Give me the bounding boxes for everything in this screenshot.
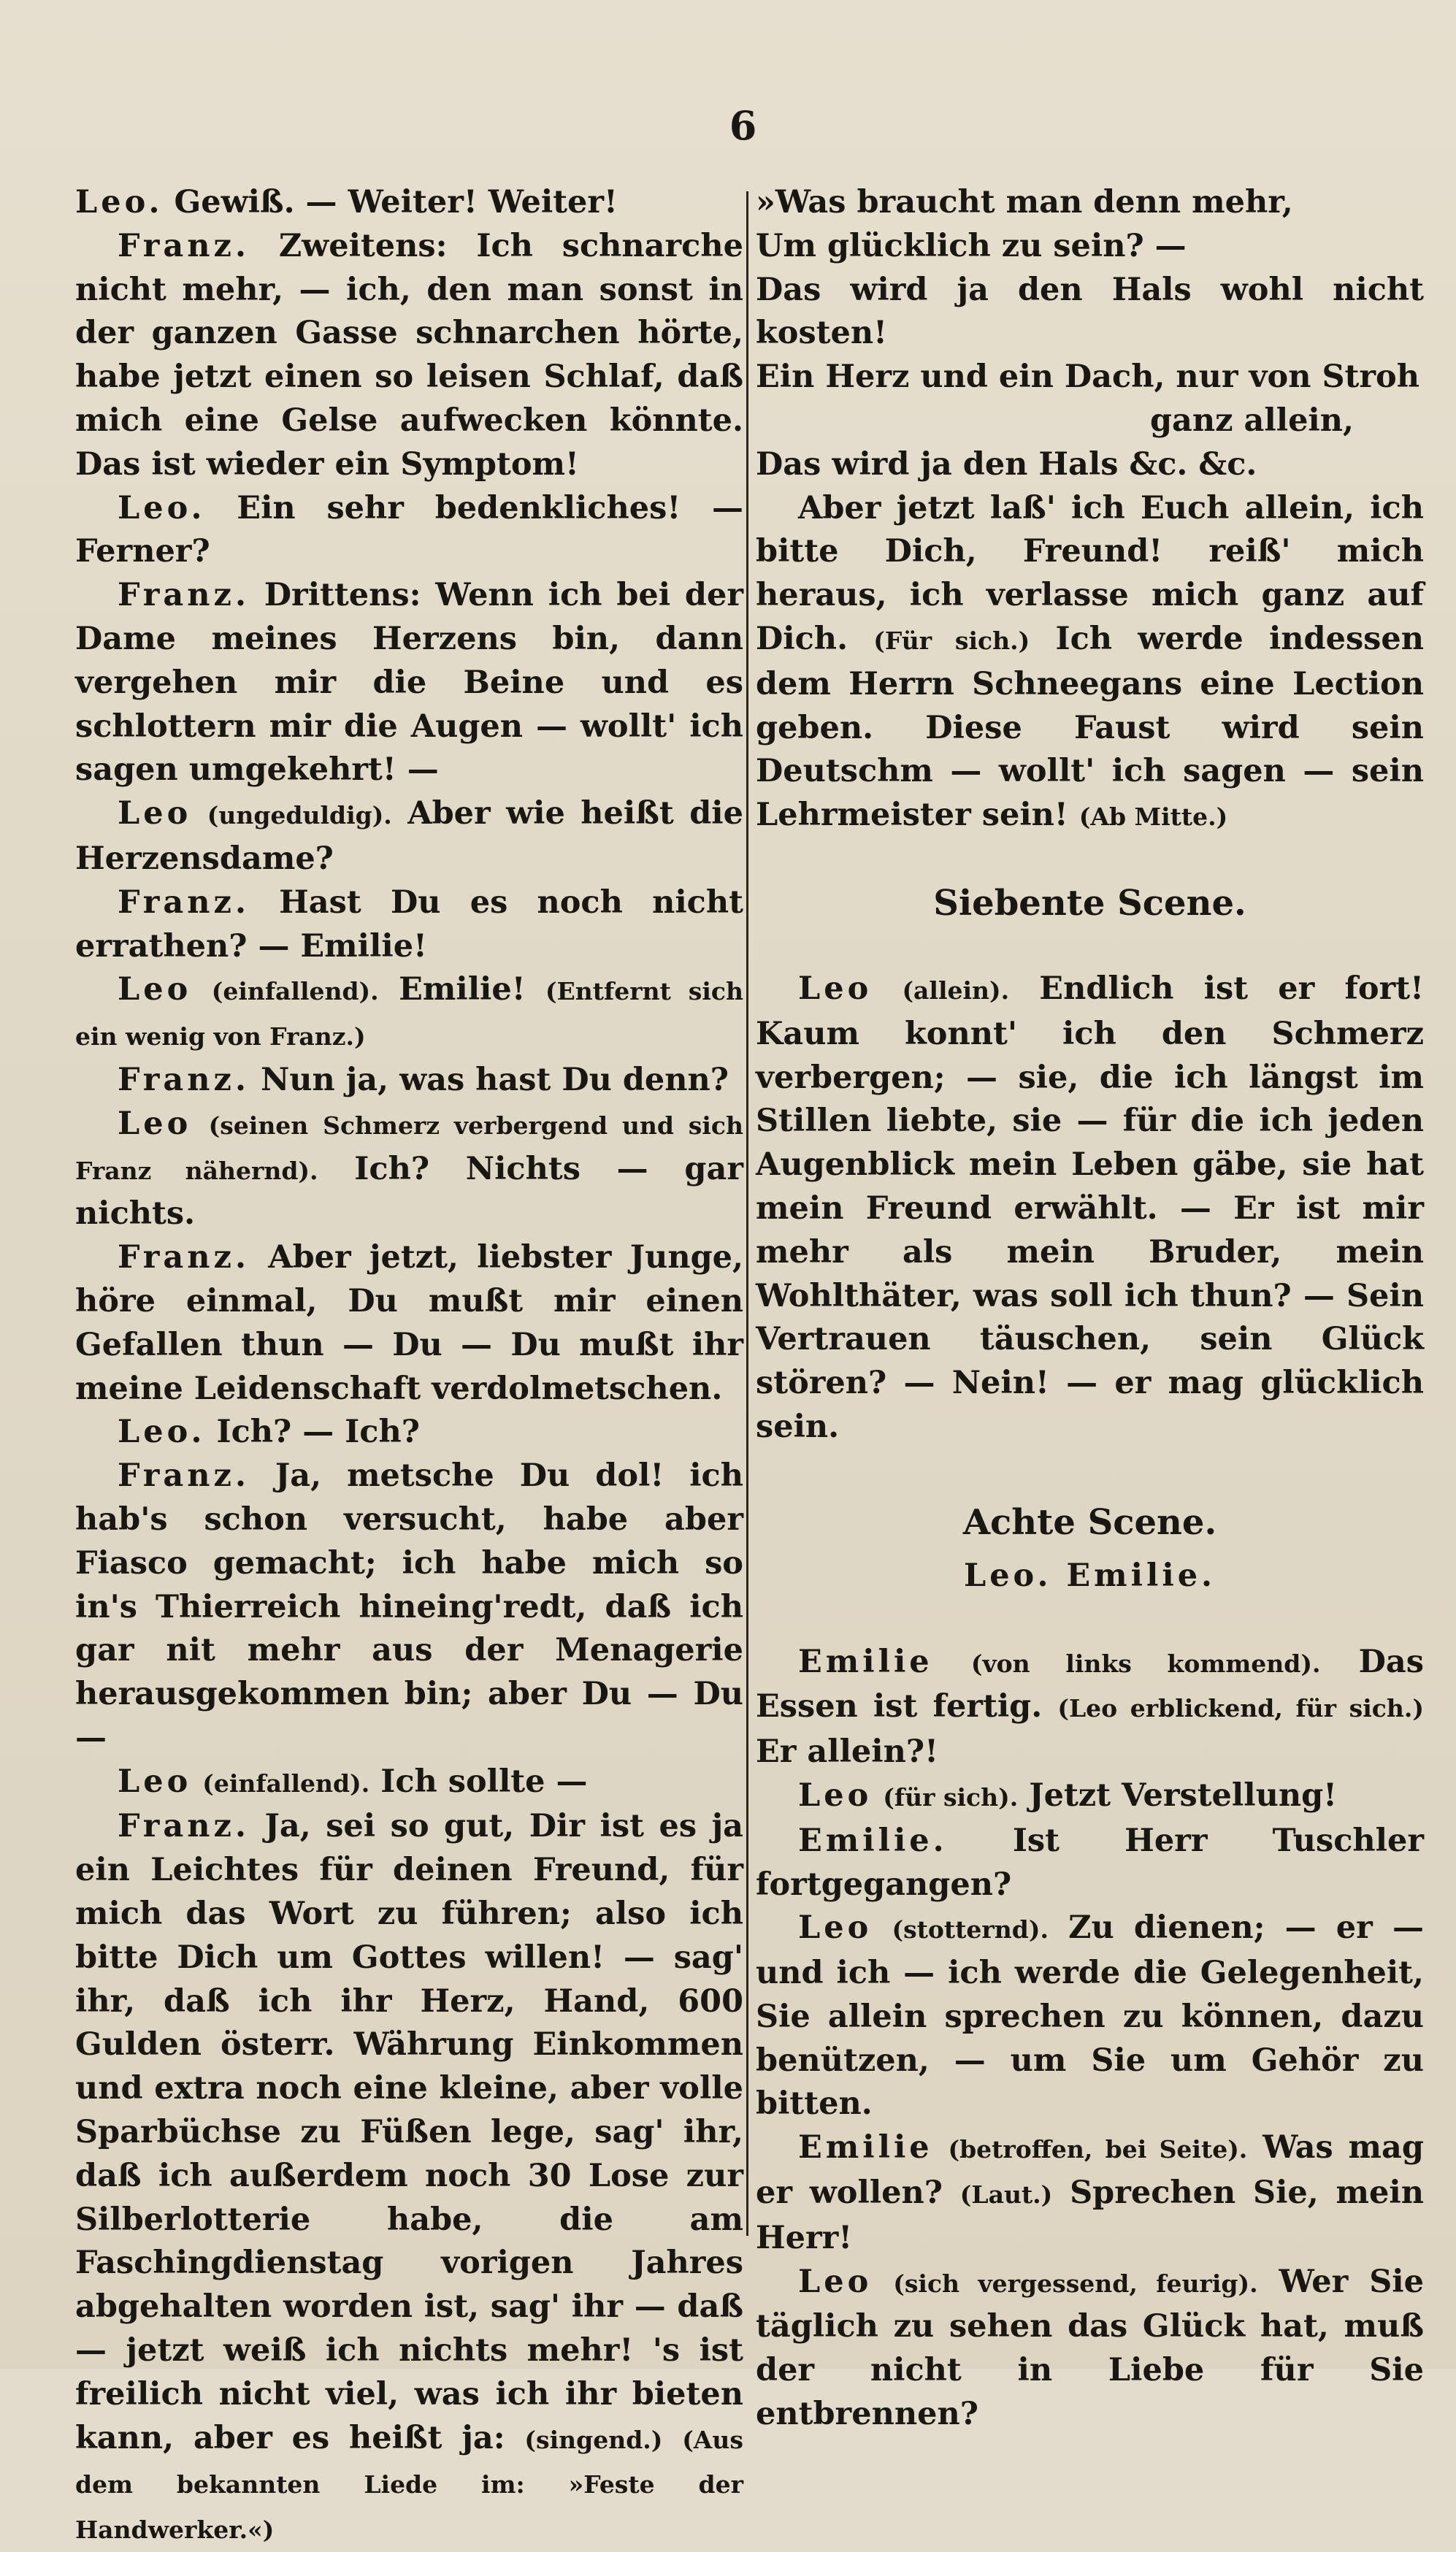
- speaker: Franz.: [118, 227, 250, 264]
- speaker: Franz.: [118, 1061, 250, 1098]
- speech-leo-1: [75, 181, 743, 225]
- stage-direction: (für sich).: [883, 1782, 1019, 1812]
- speech-emilie-2: [756, 1820, 1424, 1907]
- speech-text: Ich sollte —: [380, 1763, 588, 1800]
- speech-leo-9: [756, 1774, 1424, 1820]
- speech-text: Jetzt Verstellung!: [1029, 1777, 1338, 1814]
- speech-emilie-1: [756, 1641, 1424, 1774]
- speech-leo-6: [75, 1411, 743, 1455]
- speech-leo-8: [756, 967, 1424, 1449]
- stage-direction: (Entfernt sich ein wenig von Franz.): [75, 977, 743, 1051]
- speaker: Leo: [118, 1105, 192, 1142]
- song-line: Das wird ja den Hals wohl nicht kosten!: [756, 271, 1424, 352]
- stage-direction: (singend.): [524, 2425, 663, 2454]
- left-column: [75, 181, 743, 2552]
- speech-text: Endlich ist er fort! Kaum konnt' ich den Schmerz verbergen; — sie, die ich längst im Stillen liebte, sie — für die ich jeden Augenblick mein Leben gäbe, sie hat mein Freund erwählt. — Er ist mir mehr als mein Bruder, mein Wohlthäter, was soll ich thun? — Sein Vertrauen täuschen, sein Glück stören? — Nein! — er mag glücklich sein.: [756, 970, 1424, 1445]
- speech-franz-1: [75, 225, 743, 487]
- speaker: Franz.: [118, 577, 250, 614]
- speaker: Leo: [798, 2263, 873, 2300]
- speech-text: Nun ja, was hast Du denn?: [260, 1061, 729, 1098]
- speaker: Franz.: [118, 1808, 250, 1845]
- speaker: Franz.: [118, 1239, 250, 1276]
- stage-direction: (sich vergessend, feurig).: [893, 2269, 1258, 2298]
- speech-text: Das Essen ist fertig.: [756, 1643, 1424, 1725]
- speech-text: Ein sehr bedenkliches! — Ferner?: [75, 489, 743, 570]
- speech-leo-7: [75, 1760, 743, 1806]
- speech-text: Ich werde indessen dem Herrn Schneegans eine Lection geben. Diese Faust wird sein Deutschm — wollt' ich sagen — sein Lehrmeister sein!: [756, 620, 1424, 834]
- stage-direction: (Laut.): [959, 2180, 1053, 2210]
- speaker: Emilie: [798, 1643, 933, 1680]
- speaker: Emilie: [798, 2129, 933, 2166]
- speech-text: Aber wie heißt die Herzensdame?: [75, 795, 743, 877]
- speech-franz-3: [75, 881, 743, 969]
- speaker: Franz.: [118, 1457, 250, 1495]
- song-line: Um glücklich zu sein? —: [756, 227, 1187, 264]
- song-line: ganz allein,: [1149, 402, 1354, 439]
- speaker: Leo: [798, 1909, 873, 1947]
- speaker: Franz.: [118, 884, 250, 921]
- speech-emilie-3: [756, 2126, 1424, 2260]
- right-column: [756, 181, 1424, 2437]
- speech-text: Er allein?!: [756, 1733, 938, 1771]
- speaker: Leo: [118, 971, 192, 1008]
- speech-text: Ich? Nichts — gar nichts.: [75, 1150, 743, 1233]
- speech-leo-2: [75, 487, 743, 575]
- stage-direction: (seinen Schmerz verbergend und sich Franz nähernd).: [75, 1111, 743, 1185]
- speech-text: Drittens: Wenn ich bei der Dame meines Herzens bin, dann vergehen mir die Beine und es schlottern mir die Augen — wollt' ich sagen umgekehrt! —: [75, 577, 743, 789]
- stage-direction: (allein).: [902, 976, 1010, 1005]
- speech-text: Ja, metsche Du dol! ich hab's schon versucht, habe aber Fiasco gemacht; ich habe mich so in's Thierreich hineing'redt, daß ich gar nit mehr aus der Menagerie herausgekommen bin; aber Du — Du —: [75, 1457, 743, 1756]
- speech-text: Wer Sie täglich zu sehen das Glück hat, muß der nicht in Liebe für Sie entbrennen?: [756, 2263, 1424, 2433]
- speech-text: Was mag er wollen?: [756, 2129, 1424, 2212]
- speech-leo-4: [75, 968, 743, 1059]
- speech-franz-6: [75, 1455, 743, 1760]
- speaker: Leo: [798, 970, 873, 1007]
- stage-direction: (Ab Mitte.): [1078, 802, 1228, 832]
- speech-franz-5: [75, 1236, 743, 1411]
- speaker: Leo: [118, 795, 192, 832]
- speech-text: Hast Du es noch nicht errathen? — Emilie!: [75, 884, 743, 965]
- speech-leo-5: [75, 1103, 743, 1236]
- scene-heading-7: Siebente Scene.: [933, 882, 1246, 924]
- song-line: »Was braucht man denn mehr,: [756, 184, 1293, 221]
- scene-cast: Leo. Emilie.: [963, 1557, 1216, 1594]
- speech-text: Ist Herr Tuschler fortgegangen?: [756, 1822, 1424, 1903]
- song-verse: [756, 181, 1424, 487]
- speaker: Leo: [118, 1763, 192, 1800]
- page-number: 6: [729, 102, 757, 149]
- speaker: Leo: [798, 1777, 873, 1814]
- speaker: Leo.: [75, 184, 164, 221]
- speech-text: Aber jetzt, liebster Junge, höre einmal, Du mußt mir einen Gefallen thun — Du — Du mußt ihr meine Leidenschaft verdolmetschen.: [75, 1239, 743, 1407]
- speech-text: Sprechen Sie, mein Herr!: [756, 2174, 1424, 2256]
- stage-direction: (betroffen, bei Seite).: [948, 2135, 1248, 2164]
- speaker: Emilie.: [798, 1822, 948, 1859]
- scene-heading-8: Achte Scene.: [962, 1501, 1217, 1543]
- stage-direction: (ungeduldig).: [207, 801, 392, 830]
- speech-text: Ja, sei so gut, Dir ist es ja ein Leichtes für deinen Freund, für mich das Wort zu führen; also ich bitte Dich um Gottes willen! — sag' ihr, daß ich ihr Herz, Hand, 600 Gulden österr. Währung Einkommen und extra noch eine kleine, aber volle Sparbüchse zu Füßen lege, sag' ihr, daß ich außerdem noch 30 Lose zur Silberlotterie habe, die am Faschingdienstag vorigen Jahres abgehalten worden ist, sag' ihr — daß — jetzt weiß ich nichts mehr! 's ist freilich nicht viel, was ich ihr bieten kann, aber es heißt ja:: [75, 1808, 743, 2456]
- stage-direction: (Aus dem bekannten Liede im: »Feste der Handwerker.«): [75, 2425, 743, 2545]
- speech-text: Zu dienen; — er — und ich — ich werde die Gelegenheit, Sie allein sprechen zu können, dazu benützen, — um Sie um Gehör zu bitten.: [756, 1909, 1424, 2123]
- speech-leo-11: [756, 2261, 1424, 2437]
- speech-franz-7: [75, 1805, 743, 2552]
- song-line: Ein Herz und ein Dach, nur von Stroh: [756, 359, 1419, 396]
- speech-franz-8: [756, 487, 1424, 839]
- speech-franz-2: [75, 574, 743, 792]
- speech-franz-4: [75, 1059, 743, 1103]
- speech-text: Gewiß. — Weiter! Weiter!: [174, 184, 618, 221]
- stage-direction: (Leo erblickend, für sich.): [1057, 1694, 1424, 1723]
- speech-leo-3: [75, 792, 743, 881]
- stage-direction: (einfallend).: [202, 1769, 370, 1798]
- speech-text: Emilie!: [399, 971, 526, 1008]
- column-divider: [746, 191, 748, 2236]
- stage-direction: (Für sich.): [873, 626, 1030, 655]
- speech-text: Ich? — Ich?: [216, 1414, 420, 1451]
- song-line: Das wird ja den Hals &c. &c.: [756, 445, 1257, 483]
- speech-text: Aber jetzt laß' ich Euch allein, ich bitte Dich, Freund! reiß' mich heraus, ich verlasse mich ganz auf Dich.: [756, 489, 1424, 657]
- stage-direction: (stotternd).: [892, 1915, 1049, 1944]
- stage-direction: (von links kommend).: [970, 1649, 1321, 1678]
- speech-leo-10: [756, 1907, 1424, 2126]
- stage-direction: (einfallend).: [211, 977, 379, 1006]
- speech-text: Zweitens: Ich schnarche nicht mehr, — ich, den man sonst in der ganzen Gasse schnarchen hörte, habe jetzt einen so leisen Schlaf, daß mich eine Gelse aufwecken könnte. Das ist wieder ein Symptom!: [75, 227, 743, 483]
- speaker: Leo.: [118, 1414, 206, 1451]
- speaker: Leo.: [118, 489, 206, 526]
